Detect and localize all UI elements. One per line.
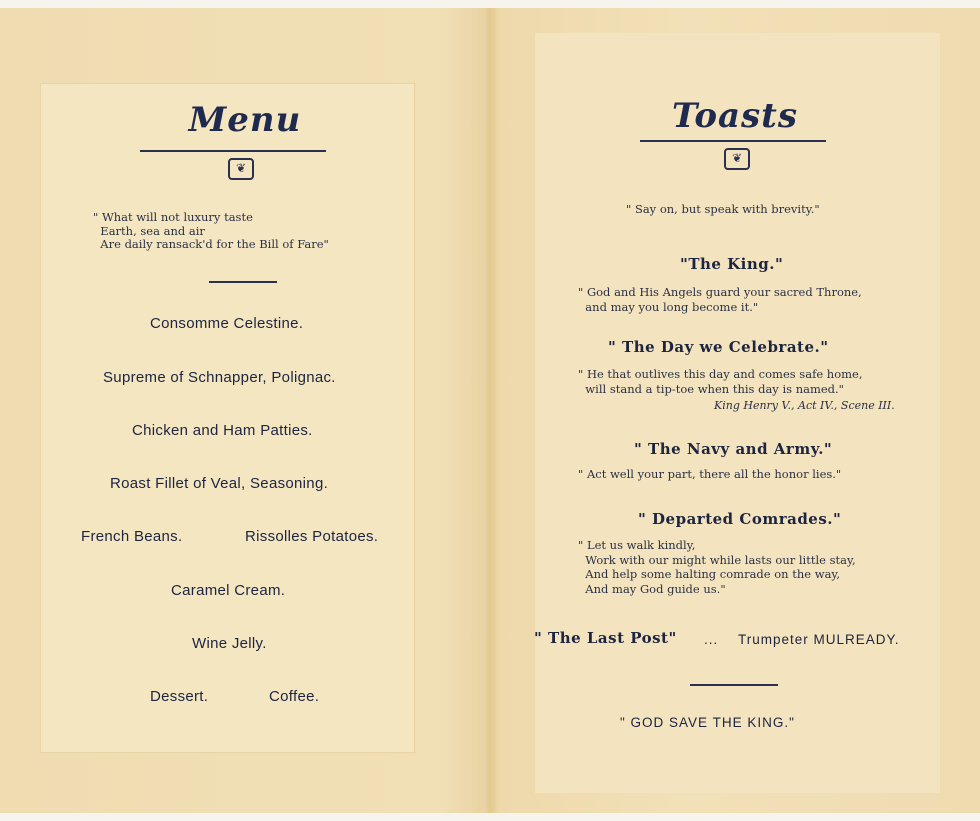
dish-caramel: Caramel Cream. (171, 582, 286, 599)
dish-schnapper: Supreme of Schnapper, Polignac. (103, 369, 336, 386)
menu-page (0, 8, 490, 813)
toasts-title-rule (640, 140, 826, 142)
toasts-ornament-icon: ❦ (724, 148, 750, 170)
toast-navy-text: " Act well your part, there all the honor lies." (578, 467, 842, 481)
toast-day-text: " He that outlives this day and comes safe home, will stand a tip-toe when this day is named." (578, 367, 863, 396)
toasts-plate (535, 33, 940, 793)
menu-card (0, 8, 980, 813)
dish-jelly: Wine Jelly. (192, 635, 267, 652)
dish-dessert: Dessert. (150, 688, 209, 705)
toast-king-text: " God and His Angels guard your sacred Throne, and may you long become it." (578, 285, 862, 314)
dish-potatoes: Rissolles Potatoes. (245, 528, 379, 545)
dish-consomme: Consomme Celestine. (150, 315, 304, 332)
toasts-epigraph: " Say on, but speak with brevity." (626, 202, 820, 216)
toast-king-heading: "The King." (680, 255, 784, 273)
menu-divider (209, 281, 277, 283)
menu-ornament-icon: ❦ (228, 158, 254, 180)
toast-comrades-text: " Let us walk kindly, Work with our might while lasts our little stay, And help some halting comrade on the way, And may God guide us." (578, 538, 856, 596)
last-post-dots: ... (704, 632, 719, 647)
menu-title: Menu (188, 100, 302, 140)
toast-navy-heading: " The Navy and Army." (634, 440, 833, 458)
last-post-heading: " The Last Post" (534, 629, 677, 647)
dish-patties: Chicken and Ham Patties. (132, 422, 313, 439)
dish-coffee: Coffee. (269, 688, 320, 705)
toast-day-heading: " The Day we Celebrate." (608, 338, 829, 356)
scan-edge (0, 0, 980, 8)
dish-veal: Roast Fillet of Veal, Seasoning. (110, 475, 329, 492)
last-post-performer: Trumpeter MULREADY. (738, 632, 900, 647)
closing-anthem: " GOD SAVE THE KING." (620, 715, 795, 730)
menu-title-rule (140, 150, 326, 152)
menu-plate (40, 83, 415, 753)
toast-day-citation: King Henry V., Act IV., Scene III. (714, 399, 895, 412)
toasts-divider (690, 684, 778, 686)
dish-beans: French Beans. (81, 528, 183, 545)
toast-comrades-heading: " Departed Comrades." (638, 510, 842, 528)
menu-epigraph: " What will not luxury taste Earth, sea and air Are daily ransack'd for the Bill of Fare" (93, 210, 329, 251)
toasts-title: Toasts (671, 96, 799, 136)
toasts-page (490, 8, 980, 813)
